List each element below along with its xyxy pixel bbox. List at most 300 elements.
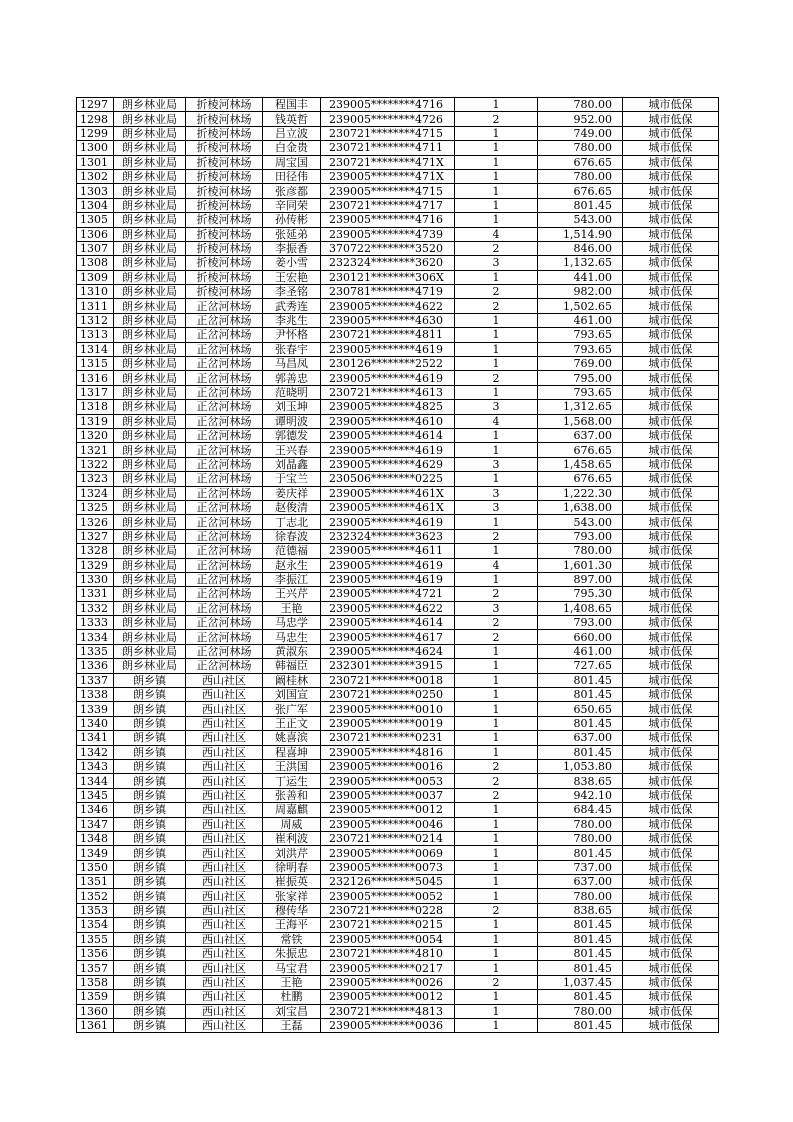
amount-cell: 650.65 [538,702,623,716]
name-cell: 李圣铭 [263,285,321,299]
bureau-cell: 朗乡林业局 [114,515,186,529]
amount-cell: 1,053.80 [538,759,623,773]
household-count-cell: 2 [455,774,538,788]
amount-cell: 801.45 [538,1019,623,1033]
category-cell: 城市低保 [623,472,719,486]
row-number: 1327 [77,529,114,543]
row-number: 1305 [77,213,114,227]
id-number-cell: 370722********3520 [321,241,455,255]
table-row [77,98,719,112]
bureau-cell: 朗乡镇 [114,947,186,961]
id-number-cell: 239005********4619 [321,558,455,572]
id-number-cell: 239005********0010 [321,702,455,716]
row-number: 1299 [77,126,114,140]
bureau-cell: 朗乡林业局 [114,285,186,299]
amount-cell: 1,601.30 [538,558,623,572]
amount-cell: 801.45 [538,673,623,687]
category-cell: 城市低保 [623,918,719,932]
name-cell: 王海平 [263,918,321,932]
amount-cell: 660.00 [538,630,623,644]
site-cell: 正岔河林场 [186,601,263,615]
household-count-cell: 1 [455,385,538,399]
household-count-cell: 1 [455,831,538,845]
category-cell: 城市低保 [623,241,719,255]
bureau-cell: 朗乡林业局 [114,414,186,428]
name-cell: 刘国宣 [263,688,321,702]
row-number: 1301 [77,155,114,169]
household-count-cell: 1 [455,515,538,529]
household-count-cell: 2 [455,299,538,313]
site-cell: 折棱河林场 [186,98,263,112]
id-number-cell: 239005********4715 [321,184,455,198]
amount-cell: 942.10 [538,788,623,802]
id-number-cell: 230721********4717 [321,198,455,212]
table-row [77,126,719,140]
row-number: 1308 [77,256,114,270]
household-count-cell: 1 [455,472,538,486]
category-cell: 城市低保 [623,371,719,385]
category-cell: 城市低保 [623,285,719,299]
name-cell: 王艳 [263,601,321,615]
bureau-cell: 朗乡林业局 [114,112,186,126]
table-row [77,774,719,788]
row-number: 1350 [77,860,114,874]
bureau-cell: 朗乡林业局 [114,457,186,471]
id-number-cell: 239005********0036 [321,1019,455,1033]
name-cell: 杜鹏 [263,990,321,1004]
row-number: 1325 [77,500,114,514]
household-count-cell: 2 [455,903,538,917]
category-cell: 城市低保 [623,817,719,831]
site-cell: 西山社区 [186,716,263,730]
amount-cell: 461.00 [538,313,623,327]
name-cell: 赵永生 [263,558,321,572]
table-row [77,803,719,817]
name-cell: 范德福 [263,544,321,558]
category-cell: 城市低保 [623,443,719,457]
amount-cell: 543.00 [538,213,623,227]
category-cell: 城市低保 [623,486,719,500]
household-count-cell: 1 [455,918,538,932]
site-cell: 折棱河林场 [186,285,263,299]
row-number: 1323 [77,472,114,486]
id-number-cell: 239005********4619 [321,515,455,529]
site-cell: 西山社区 [186,788,263,802]
row-number: 1329 [77,558,114,572]
household-count-cell: 1 [455,688,538,702]
name-cell: 徐春波 [263,529,321,543]
amount-cell: 1,132.65 [538,256,623,270]
name-cell: 刘宝昌 [263,1004,321,1018]
site-cell: 正岔河林场 [186,558,263,572]
name-cell: 姜庆祥 [263,486,321,500]
id-number-cell: 239005********0217 [321,961,455,975]
category-cell: 城市低保 [623,616,719,630]
name-cell: 辛同荣 [263,198,321,212]
bureau-cell: 朗乡镇 [114,1004,186,1018]
beneficiary-table [76,97,719,1033]
category-cell: 城市低保 [623,947,719,961]
amount-cell: 780.00 [538,1004,623,1018]
site-cell: 正岔河林场 [186,544,263,558]
household-count-cell: 1 [455,990,538,1004]
amount-cell: 793.65 [538,328,623,342]
id-number-cell: 230721********4715 [321,126,455,140]
household-count-cell: 2 [455,371,538,385]
bureau-cell: 朗乡林业局 [114,270,186,284]
site-cell: 西山社区 [186,860,263,874]
category-cell: 城市低保 [623,702,719,716]
site-cell: 正岔河林场 [186,400,263,414]
name-cell: 阚桂林 [263,673,321,687]
site-cell: 西山社区 [186,947,263,961]
bureau-cell: 朗乡镇 [114,918,186,932]
household-count-cell: 1 [455,961,538,975]
row-number: 1333 [77,616,114,630]
row-number: 1304 [77,198,114,212]
amount-cell: 780.00 [538,544,623,558]
table-row [77,860,719,874]
table-row [77,947,719,961]
row-number: 1347 [77,817,114,831]
household-count-cell: 3 [455,400,538,414]
bureau-cell: 朗乡镇 [114,932,186,946]
id-number-cell: 230721********0018 [321,673,455,687]
bureau-cell: 朗乡林业局 [114,299,186,313]
table-row [77,515,719,529]
bureau-cell: 朗乡林业局 [114,342,186,356]
site-cell: 正岔河林场 [186,500,263,514]
name-cell: 崔利波 [263,831,321,845]
site-cell: 西山社区 [186,817,263,831]
table-row [77,644,719,658]
bureau-cell: 朗乡林业局 [114,328,186,342]
category-cell: 城市低保 [623,601,719,615]
amount-cell: 801.45 [538,961,623,975]
bureau-cell: 朗乡镇 [114,1019,186,1033]
amount-cell: 1,458.65 [538,457,623,471]
bureau-cell: 朗乡镇 [114,759,186,773]
id-number-cell: 230721********0250 [321,688,455,702]
row-number: 1315 [77,357,114,371]
table-row [77,227,719,241]
category-cell: 城市低保 [623,313,719,327]
amount-cell: 1,408.65 [538,601,623,615]
row-number: 1354 [77,918,114,932]
row-number: 1331 [77,587,114,601]
site-cell: 西山社区 [186,688,263,702]
table-row [77,1019,719,1033]
id-number-cell: 230721********0215 [321,918,455,932]
bureau-cell: 朗乡林业局 [114,126,186,140]
id-number-cell: 230121********306X [321,270,455,284]
name-cell: 王洪国 [263,759,321,773]
name-cell: 王兴芹 [263,587,321,601]
table-row [77,975,719,989]
bureau-cell: 朗乡镇 [114,673,186,687]
row-number: 1318 [77,400,114,414]
site-cell: 折棱河林场 [186,141,263,155]
name-cell: 黄淑东 [263,644,321,658]
table-row [77,184,719,198]
site-cell: 正岔河林场 [186,587,263,601]
site-cell: 折棱河林场 [186,184,263,198]
category-cell: 城市低保 [623,903,719,917]
row-number: 1302 [77,169,114,183]
id-number-cell: 239005********0026 [321,975,455,989]
amount-cell: 793.65 [538,342,623,356]
household-count-cell: 2 [455,112,538,126]
table-row [77,587,719,601]
id-number-cell: 239005********0052 [321,889,455,903]
site-cell: 正岔河林场 [186,529,263,543]
table-row [77,198,719,212]
bureau-cell: 朗乡林业局 [114,544,186,558]
amount-cell: 780.00 [538,169,623,183]
household-count-cell: 3 [455,457,538,471]
id-number-cell: 230781********4719 [321,285,455,299]
amount-cell: 637.00 [538,875,623,889]
row-number: 1314 [77,342,114,356]
bureau-cell: 朗乡镇 [114,774,186,788]
amount-cell: 1,312.65 [538,400,623,414]
table-row [77,500,719,514]
category-cell: 城市低保 [623,328,719,342]
row-number: 1312 [77,313,114,327]
amount-cell: 795.00 [538,371,623,385]
household-count-cell: 2 [455,630,538,644]
category-cell: 城市低保 [623,860,719,874]
category-cell: 城市低保 [623,558,719,572]
amount-cell: 801.45 [538,947,623,961]
row-number: 1341 [77,731,114,745]
site-cell: 正岔河林场 [186,515,263,529]
household-count-cell: 1 [455,731,538,745]
site-cell: 折棱河林场 [186,213,263,227]
row-number: 1309 [77,270,114,284]
id-number-cell: 232126********5045 [321,875,455,889]
amount-cell: 793.00 [538,616,623,630]
row-number: 1352 [77,889,114,903]
table-row [77,788,719,802]
category-cell: 城市低保 [623,587,719,601]
category-cell: 城市低保 [623,198,719,212]
name-cell: 崔振英 [263,875,321,889]
amount-cell: 801.45 [538,918,623,932]
bureau-cell: 朗乡林业局 [114,472,186,486]
table-row [77,342,719,356]
table-row [77,558,719,572]
row-number: 1335 [77,644,114,658]
table-row [77,990,719,1004]
name-cell: 王宏艳 [263,270,321,284]
bureau-cell: 朗乡林业局 [114,644,186,658]
bureau-cell: 朗乡林业局 [114,357,186,371]
household-count-cell: 1 [455,860,538,874]
row-number: 1357 [77,961,114,975]
amount-cell: 780.00 [538,98,623,112]
row-number: 1317 [77,385,114,399]
table-row [77,357,719,371]
site-cell: 正岔河林场 [186,385,263,399]
id-number-cell: 239005********0016 [321,759,455,773]
bureau-cell: 朗乡镇 [114,975,186,989]
household-count-cell: 1 [455,155,538,169]
row-number: 1319 [77,414,114,428]
category-cell: 城市低保 [623,788,719,802]
category-cell: 城市低保 [623,630,719,644]
category-cell: 城市低保 [623,659,719,673]
site-cell: 西山社区 [186,990,263,1004]
bureau-cell: 朗乡林业局 [114,572,186,586]
category-cell: 城市低保 [623,256,719,270]
name-cell: 郭德发 [263,428,321,442]
amount-cell: 801.45 [538,932,623,946]
site-cell: 西山社区 [186,961,263,975]
id-number-cell: 230126********2522 [321,357,455,371]
name-cell: 张彦都 [263,184,321,198]
id-number-cell: 239005********0019 [321,716,455,730]
id-number-cell: 239005********4716 [321,213,455,227]
site-cell: 折棱河林场 [186,198,263,212]
name-cell: 周嘉麒 [263,803,321,817]
category-cell: 城市低保 [623,688,719,702]
amount-cell: 727.65 [538,659,623,673]
table-row [77,1004,719,1018]
id-number-cell: 239005********4630 [321,313,455,327]
site-cell: 西山社区 [186,759,263,773]
site-cell: 正岔河林场 [186,299,263,313]
category-cell: 城市低保 [623,428,719,442]
id-number-cell: 239005********461X [321,486,455,500]
table-row [77,759,719,773]
row-number: 1353 [77,903,114,917]
name-cell: 于宝兰 [263,472,321,486]
household-count-cell: 2 [455,285,538,299]
id-number-cell: 239005********4622 [321,601,455,615]
bureau-cell: 朗乡镇 [114,990,186,1004]
category-cell: 城市低保 [623,1019,719,1033]
table-row [77,443,719,457]
table-row [77,155,719,169]
household-count-cell: 1 [455,1019,538,1033]
household-count-cell: 1 [455,428,538,442]
site-cell: 西山社区 [186,702,263,716]
table-row [77,457,719,471]
id-number-cell: 239005********4624 [321,644,455,658]
site-cell: 折棱河林场 [186,169,263,183]
amount-cell: 1,037.45 [538,975,623,989]
name-cell: 周威 [263,817,321,831]
row-number: 1337 [77,673,114,687]
table-row [77,400,719,414]
category-cell: 城市低保 [623,141,719,155]
row-number: 1328 [77,544,114,558]
category-cell: 城市低保 [623,169,719,183]
amount-cell: 1,638.00 [538,500,623,514]
category-cell: 城市低保 [623,759,719,773]
row-number: 1311 [77,299,114,313]
table-row [77,270,719,284]
name-cell: 韩福臣 [263,659,321,673]
household-count-cell: 4 [455,414,538,428]
household-count-cell: 1 [455,716,538,730]
row-number: 1303 [77,184,114,198]
amount-cell: 684.45 [538,803,623,817]
site-cell: 西山社区 [186,903,263,917]
category-cell: 城市低保 [623,112,719,126]
bureau-cell: 朗乡林业局 [114,558,186,572]
row-number: 1338 [77,688,114,702]
table-row [77,601,719,615]
id-number-cell: 239005********4629 [321,457,455,471]
table-row [77,731,719,745]
id-number-cell: 239005********4726 [321,112,455,126]
site-cell: 正岔河林场 [186,428,263,442]
household-count-cell: 1 [455,947,538,961]
site-cell: 正岔河林场 [186,313,263,327]
household-count-cell: 1 [455,659,538,673]
name-cell: 马昌凤 [263,357,321,371]
bureau-cell: 朗乡林业局 [114,141,186,155]
table-row [77,673,719,687]
name-cell: 李兆生 [263,313,321,327]
name-cell: 武秀连 [263,299,321,313]
name-cell: 李振香 [263,241,321,255]
name-cell: 姚喜滨 [263,731,321,745]
id-number-cell: 239005********0037 [321,788,455,802]
amount-cell: 793.00 [538,529,623,543]
household-count-cell: 1 [455,213,538,227]
household-count-cell: 1 [455,817,538,831]
name-cell: 谭明波 [263,414,321,428]
household-count-cell: 1 [455,357,538,371]
amount-cell: 795.30 [538,587,623,601]
category-cell: 城市低保 [623,400,719,414]
row-number: 1310 [77,285,114,299]
amount-cell: 897.00 [538,572,623,586]
row-number: 1332 [77,601,114,615]
amount-cell: 749.00 [538,126,623,140]
table-row [77,745,719,759]
id-number-cell: 239005********4611 [321,544,455,558]
amount-cell: 801.45 [538,688,623,702]
bureau-cell: 朗乡镇 [114,688,186,702]
row-number: 1321 [77,443,114,457]
household-count-cell: 1 [455,141,538,155]
row-number: 1336 [77,659,114,673]
name-cell: 张延弟 [263,227,321,241]
category-cell: 城市低保 [623,414,719,428]
category-cell: 城市低保 [623,889,719,903]
household-count-cell: 1 [455,342,538,356]
category-cell: 城市低保 [623,572,719,586]
category-cell: 城市低保 [623,831,719,845]
bureau-cell: 朗乡林业局 [114,256,186,270]
name-cell: 钱英哲 [263,112,321,126]
category-cell: 城市低保 [623,745,719,759]
amount-cell: 801.45 [538,745,623,759]
bureau-cell: 朗乡镇 [114,731,186,745]
table-row [77,529,719,543]
category-cell: 城市低保 [623,990,719,1004]
site-cell: 折棱河林场 [186,270,263,284]
category-cell: 城市低保 [623,774,719,788]
id-number-cell: 239005********4825 [321,400,455,414]
amount-cell: 676.65 [538,472,623,486]
category-cell: 城市低保 [623,515,719,529]
row-number: 1313 [77,328,114,342]
